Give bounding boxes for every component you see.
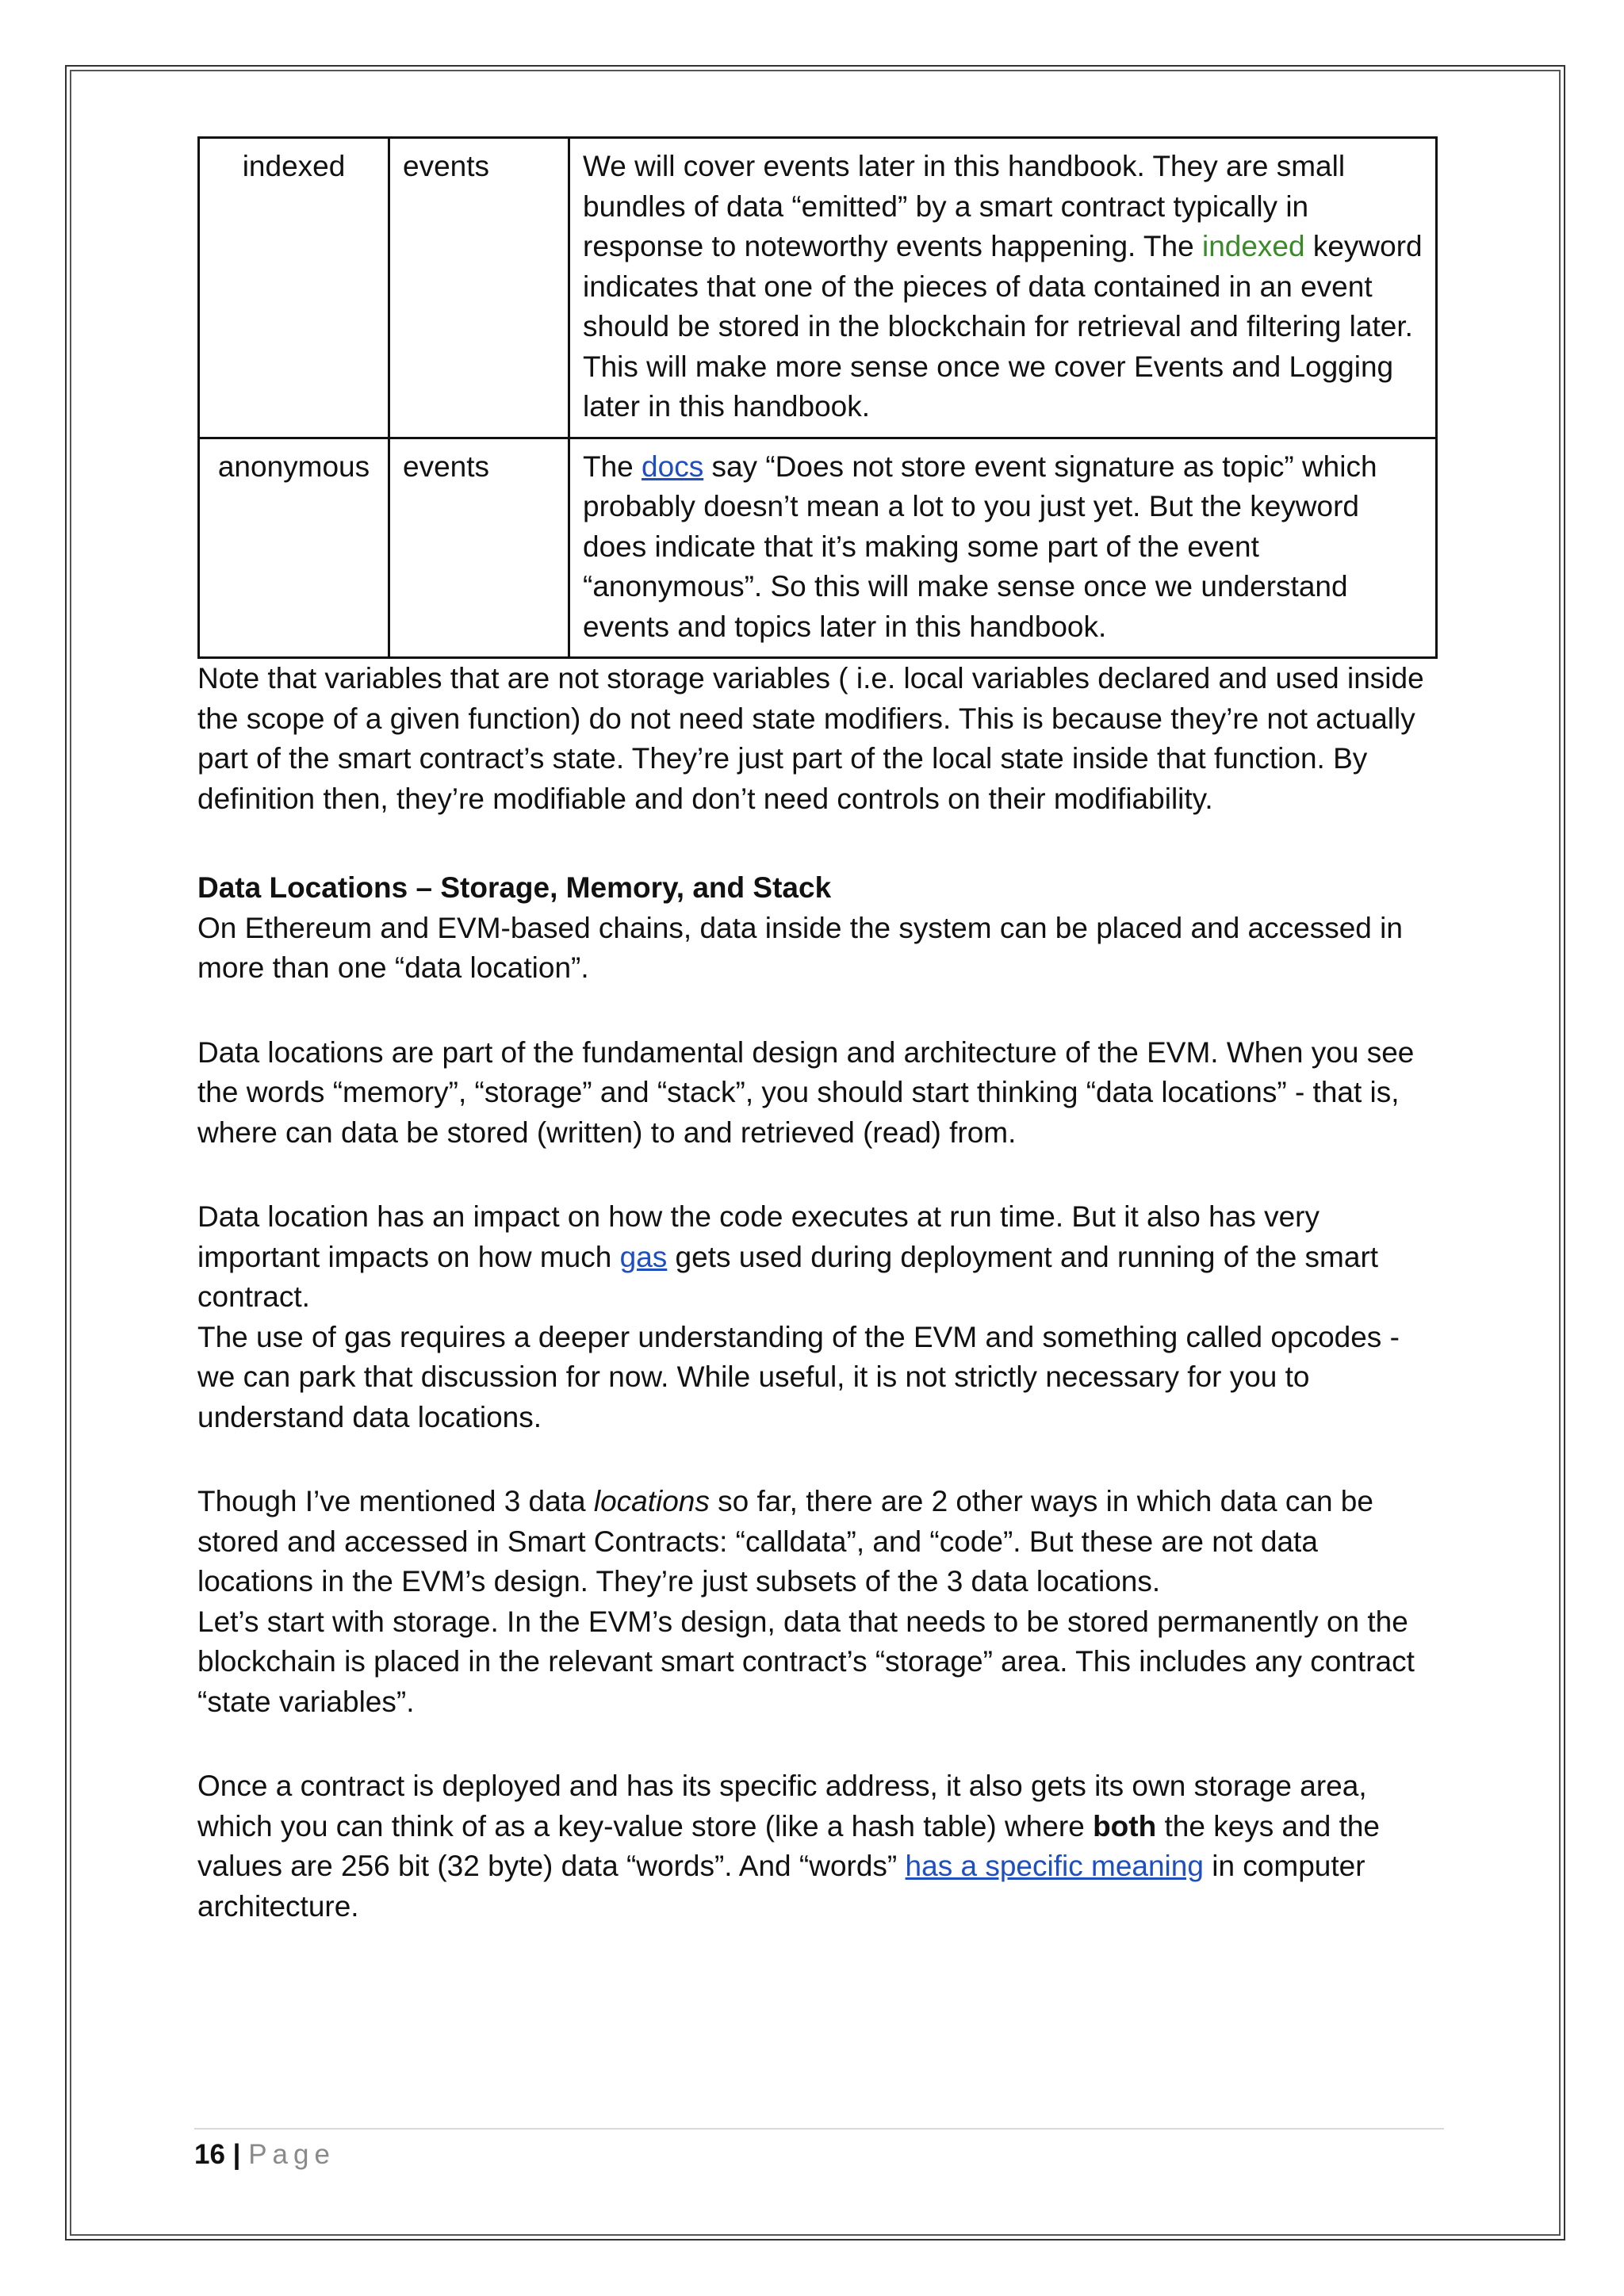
section-heading: Data Locations – Storage, Memory, and Stack	[197, 871, 832, 904]
emphasis-text: locations	[593, 1485, 710, 1517]
words-meaning-link[interactable]: has a specific meaning	[905, 1850, 1204, 1882]
keyword-table	[197, 136, 1438, 659]
docs-link[interactable]: docs	[642, 450, 704, 483]
paragraph-text: gets used during deployment and running of the smart contract.	[197, 1240, 1379, 1313]
paragraph-text: Once a contract is deployed and has its specific address, it also gets its own storage area, which you can think of as a key-value store (like a hash table) where	[197, 1770, 1367, 1843]
page-number: 16	[194, 2139, 225, 2170]
paragraph-text: the keys and the values are 256 bit (32 byte) data “words”. And “words”	[197, 1809, 1381, 1882]
keyword-cell: anonymous	[199, 438, 389, 658]
description-cell	[569, 138, 1437, 438]
paragraph	[197, 1197, 1438, 1318]
keyword-cell: indexed	[199, 138, 389, 438]
footer-separator: |	[224, 2139, 249, 2170]
paragraph: The use of gas requires a deeper understanding of the EVM and something called opcodes - we can park that discussion for now. While useful, it is not strictly necessary for you to understand data locations.	[197, 1320, 1400, 1433]
gas-link[interactable]: gas	[619, 1240, 668, 1273]
indexed-keyword: indexed	[1201, 230, 1305, 262]
paragraph-text: Though I’ve mentioned 3 data	[197, 1485, 594, 1517]
applies-to-cell: events	[389, 138, 569, 438]
table-row	[199, 138, 1437, 438]
bold-text: both	[1093, 1809, 1157, 1843]
description-text: The	[583, 450, 642, 483]
description-text: say “Does not store event signature as topic” which probably doesn’t mean a lot to you just yet. But the keyword does indicate that it’s making some part of the event “anonymous”. So this will make sense once we understand events and topics later in this handbook.	[583, 450, 1377, 643]
paragraph: Let’s start with storage. In the EVM’s design, data that needs to be stored permanently on the blockchain is placed in the relevant smart contract’s “storage” area. This includes any contract “state variables”.	[197, 1605, 1415, 1718]
table-row	[199, 438, 1437, 658]
page-content	[197, 136, 1438, 1927]
paragraph	[197, 1482, 1438, 1602]
description-cell	[569, 438, 1437, 658]
paragraph-text: so far, there are 2 other ways in which data can be stored and accessed in Smart Contracts: “calldata”, and “code”. But these are not data locations in the EVM’s design. They’re just subsets of the 3 data locations.	[197, 1485, 1373, 1598]
applies-to-cell: events	[389, 438, 569, 658]
note-paragraph: Note that variables that are not storage variables ( i.e. local variables declared and used inside the scope of a given function) do not need state modifiers. This is because they’re not actually part of the smart contract’s state. They’re just part of the local state inside that function. By definition then, they’re modifiable and don’t need controls on their modifiability.	[197, 662, 1424, 815]
description-text: keyword indicates that one of the pieces of data contained in an event should be stored in the blockchain for retrieval and filtering later. This will make more sense once we cover Events and Logging later in this handbook.	[583, 230, 1423, 423]
description-text: We will cover events later in this handbook. They are small bundles of data “emitted” by a smart contract typically in response to noteworthy events happening. The	[583, 150, 1346, 262]
paragraph: Data locations are part of the fundamental design and architecture of the EVM. When you see the words “memory”, “storage” and “stack”, you should start thinking “data locations” - that is, where can data be stored (written) to and retrieved (read) from.	[197, 1035, 1415, 1149]
page-label: Page	[248, 2139, 335, 2170]
paragraph: On Ethereum and EVM-based chains, data inside the system can be placed and accessed in more than one “data location”.	[197, 911, 1403, 984]
paragraph	[197, 1766, 1438, 1927]
page-footer	[194, 2128, 1444, 2171]
paragraph-text: in computer architecture.	[197, 1850, 1365, 1923]
paragraph-text: Data location has an impact on how the code executes at run time. But it also has very important impacts on how much	[197, 1200, 1320, 1273]
